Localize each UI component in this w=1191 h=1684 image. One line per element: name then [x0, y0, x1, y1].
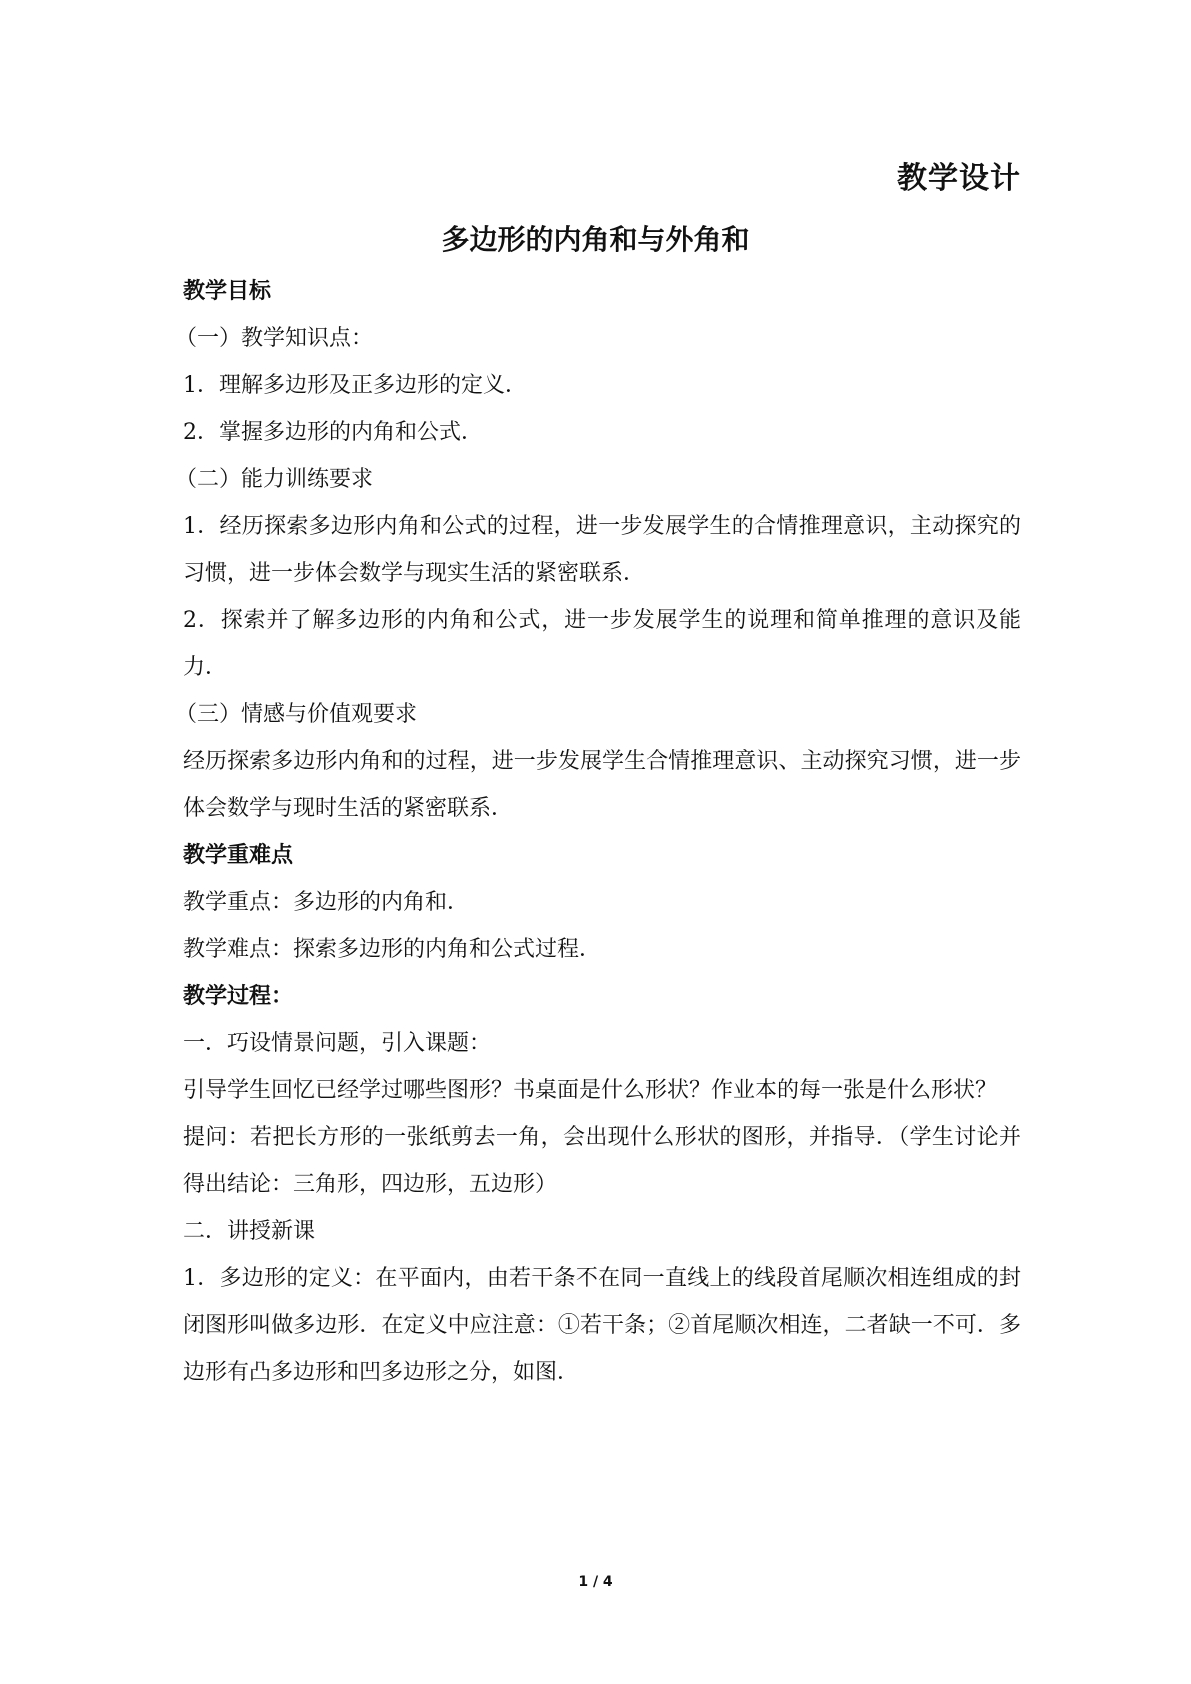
step-2-heading: 二．讲授新课: [183, 1219, 316, 1244]
section-heading-key-points: 教学重难点: [183, 843, 294, 868]
paragraph-ability-1: 1．经历探索多边形内角和公式的过程，进一步发展学生的合情推理意识，主动探究的习惯，进一步体会数学与现实生活的紧密联系．: [183, 514, 1021, 586]
paragraph-difficult-point: 教学难点：探索多边形的内角和公式过程．: [183, 937, 602, 962]
document-body: [175, 268, 1021, 1396]
subheading-ability: （二）能力训练要求: [175, 467, 374, 492]
paragraph-ability-2: 2．探索并了解多边形的内角和公式，进一步发展学生的说理和简单推理的意识及能力．: [183, 608, 1021, 680]
document-title: 多边形的内角和与外角和: [441, 223, 750, 256]
step-1-heading: 一．巧设情景问题，引入课题：: [183, 1031, 492, 1056]
document-type-label: 教学设计: [897, 161, 1021, 196]
paragraph-emotion-1: 经历探索多边形内角和的过程，进一步发展学生合情推理意识、主动探究习惯，进一步体会数学与现时生活的紧密联系．: [183, 749, 1021, 821]
subheading-emotion: （三）情感与价值观要求: [175, 702, 418, 727]
section-heading-goals: 教学目标: [183, 279, 272, 304]
page-number: 1 / 4: [578, 1574, 613, 1590]
paragraph-knowledge-2: 2．掌握多边形的内角和公式．: [183, 420, 483, 445]
step-2-paragraph-1: 1．多边形的定义：在平面内，由若干条不在同一直线上的线段首尾顺次相连组成的封闭图形叫做多边形．在定义中应注意：①若干条；②首尾顺次相连，二者缺一不可．多边形有凸多边形和凹多边形之分，如图．: [183, 1266, 1021, 1385]
section-heading-process: 教学过程：: [183, 984, 294, 1009]
step-1-paragraph-1: 引导学生回忆已经学过哪些图形？书桌面是什么形状？作业本的每一张是什么形状？: [183, 1078, 998, 1103]
step-1-paragraph-2: 提问：若把长方形的一张纸剪去一角，会出现什么形状的图形，并指导．（学生讨论并得出结论：三角形，四边形，五边形）: [183, 1125, 1021, 1197]
subheading-knowledge: （一）教学知识点：: [175, 326, 374, 351]
paragraph-key-point: 教学重点：多边形的内角和．: [183, 890, 470, 915]
paragraph-knowledge-1: 1．理解多边形及正多边形的定义．: [183, 373, 527, 398]
